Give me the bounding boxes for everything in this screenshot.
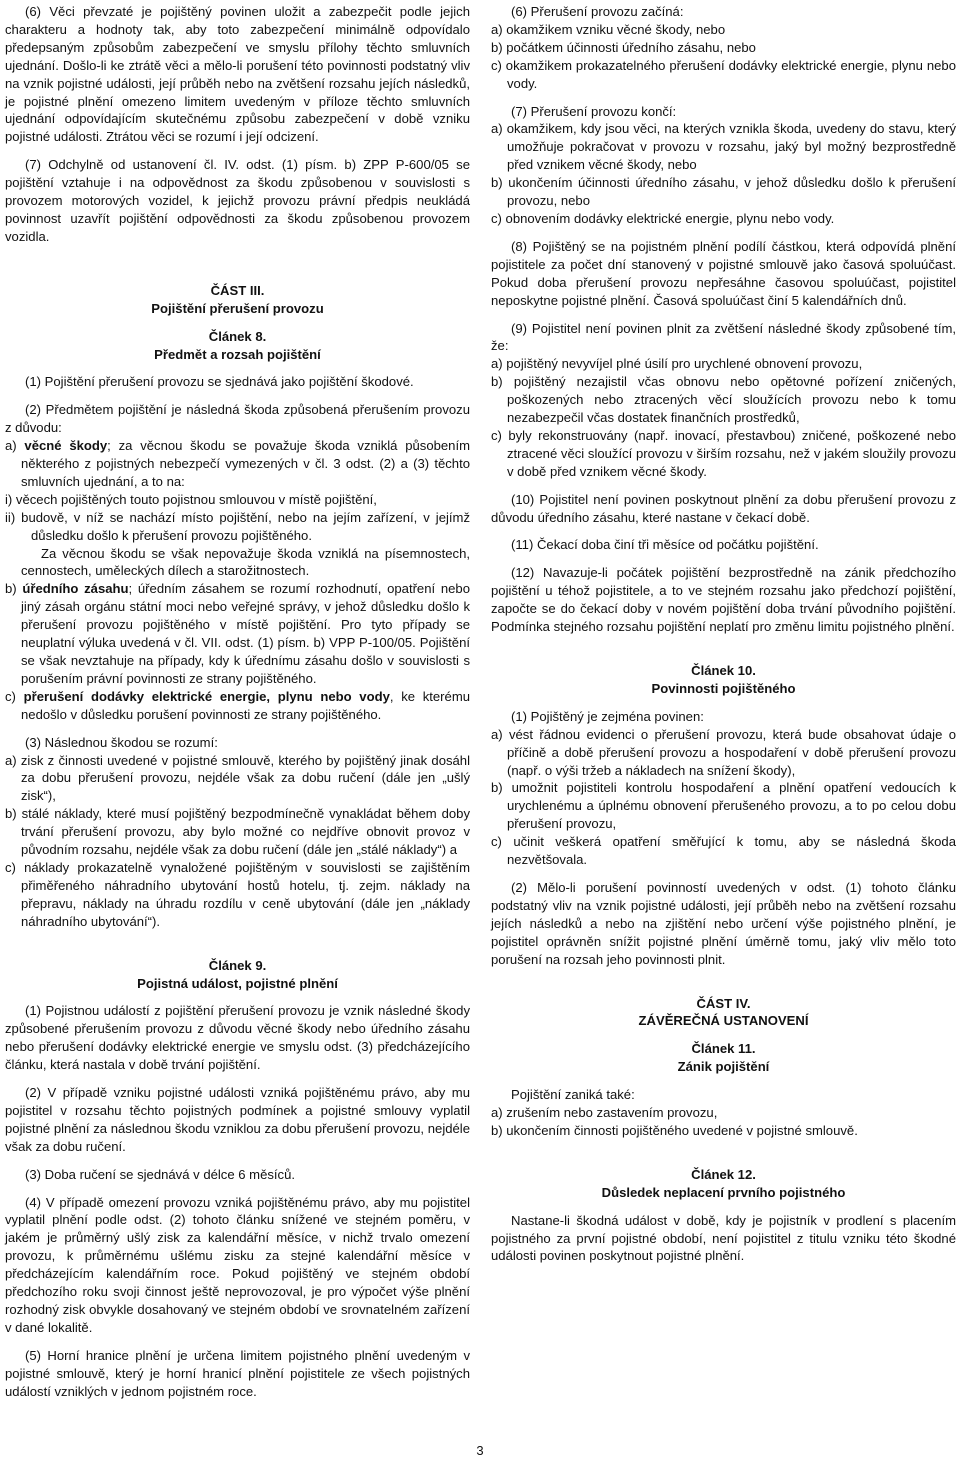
paragraph-8-2a: a) věcné škody; za věcnou škodu se považuje škoda vzniklá působením některého z pojistných nebezpečí vymezených v čl. 3 odst. (2) a (3) těchto smluvních ujednání, a to na: (5, 438, 470, 489)
paragraph-9-11: (11) Čekací doba činí tři měsíce od počátku pojištění. (511, 537, 819, 553)
paragraph-8-2a-ii: ii) budově, v níž se nachází místo pojištění, nebo na jejím zařízení, v jejímž důsledku došlo k přerušení provozu pojištěného. (5, 509, 470, 543)
article-10-subtitle: Povinnosti pojištěného (651, 680, 796, 696)
paragraph-8-3c: c) náklady prokazatelně vynaložené pojištěným v souvislosti se zajištěním přiměřeného náhradního ubytování hostů hotelu, tj. zejm. náklady na přepravu, náklady na úhradu rozdílu v ceně ubytování (dále jen „náklady náhradního ubytování“). (5, 859, 470, 929)
paragraph-9-7: (7) Přerušení provozu končí: (511, 103, 677, 119)
part-4-title: ČÁST IV. (696, 995, 751, 1011)
paragraph-9-7b: b) ukončením účinnosti úředního zásahu, v jehož důsledku došlo k přerušení provozu, nebo (491, 175, 956, 209)
paragraph-9-9a: a) pojištěný nevyvíjel plné úsilí pro urychlené obnovení provozu, (491, 356, 863, 372)
paragraph-9-3: (3) Doba ručení se sjednává v délce 6 měsíců. (25, 1166, 296, 1182)
paragraph-9-2: (2) V případě vzniku pojistné události vzniká pojištěnému právo, aby mu pojistitel v rozsahu těchto pojistných podmínek a pojistné smlouvy vyplatil pojistné plnění za následnou škodu vzniklou za dobu přerušení provozu, nejdéle však za dobu ručení. (5, 1085, 470, 1154)
paragraph-8-2b: b) úředního zásahu; úředním zásahem se rozumí rozhodnutí, opatření nebo jiný zásah orgánu státní moci nebo veřejné správy, v jehož důsledku došlo k přerušení provozu pojištěného v místě pojištění. Pro tyto případy se neuplatní výluka uvedená v čl. VII. odst. (1) písm. b) VPP P-100/05. Pojištění se však nevztahuje na případy, kdy k úřednímu zásahu došlo v souvislosti s porušením právní povinnosti ze strany pojištěného. (5, 581, 470, 686)
paragraph-7-6: (6) Věci převzaté je pojištěný povinen uložit a zabezpečit podle jejich charakteru a hodnoty tak, aby toto zabezpečení minimálně odpovídalo předepsaným způsobům zabezpečení ve smyslu přílohy těchto smluvních ujednání. Došlo-li ke ztrátě věci a mělo-li porušení této povinnosti podstatný vliv na vznik pojistné události, její průběh nebo na zvětšení rozsahu jejích následků, je pojistné plnění omezeno limitem uvedeným v příloze těchto smluvních ujednání odpovídajícím skutečnému způsobu zabezpečení v době vzniku pojistné události. Ztrátou věci se rozumí i její odcizení. (5, 4, 470, 145)
paragraph-11: Pojištění zaniká také: (511, 1087, 635, 1103)
paragraph-8-1: (1) Pojištění přerušení provozu se sjednává jako pojištění škodové. (25, 374, 414, 390)
paragraph-10-1: (1) Pojištěný je zejména povinen: (511, 708, 704, 724)
paragraph-8-3: (3) Následnou škodou se rozumí: (25, 734, 218, 750)
paragraph-9-6b: b) počátkem účinnosti úředního zásahu, nebo (491, 39, 756, 55)
paragraph-11b: b) ukončením činnosti pojištěného uvedené v pojistné smlouvě. (491, 1122, 858, 1138)
paragraph-9-1: (1) Pojistnou událostí z pojištění přerušení provozu je vznik následné škody způsobené přerušením provozu z důvodu věcné škody nebo úředního zásahu nebo přerušení dodávky elektrické energie ve smyslu odst. (3) předcházejícího článku, která nastala v době trvání pojištění. (5, 1003, 470, 1073)
article-10-title: Článek 10. (691, 663, 756, 678)
paragraph-12: Nastane-li škodná událost v době, kdy je pojistník v prodlení s placením pojistného za první pojistné období, není pojistitel z titulu vzniku této škodné události povinen poskytnout pojistné plnění. (491, 1212, 956, 1264)
page-number: 3 (476, 1443, 484, 1458)
article-12-subtitle: Důsledek neplacení prvního pojistného (601, 1184, 846, 1200)
part-4-subtitle: ZÁVĚREČNÁ USTANOVENÍ (638, 1013, 809, 1029)
paragraph-9-6: (6) Přerušení provozu začíná: (511, 4, 684, 19)
paragraph-9-12: (12) Navazuje-li počátek pojištění bezprostředně na zánik předchozího pojištění u téhož pojistitele, a to ve stejném rozsahu jako předchozí pojištění, započte se do čekací doby v novém pojištění doba trvání původního pojištění. Podmínka stejného rozsahu pojištění neplatí pro změnu limitu pojistného plnění. (491, 565, 956, 635)
paragraph-9-5: (5) Horní hranice plnění je určena limitem pojistného plnění uvedeným v pojistné smlouvě, který je horní hranicí plnění pojistitele ze všech pojistných událostí vzniklých v jednom pojistném roce. (5, 1347, 470, 1399)
paragraph-8-2c: c) přerušení dodávky elektrické energie, plynu nebo vody, ke kterému nedošlo v důsledku porušení povinnosti ze strany pojištěného. (5, 688, 471, 722)
article-11-subtitle: Zánik pojištění (677, 1059, 770, 1075)
part-3-title: ČÁST III. (210, 282, 265, 298)
paragraph-9-7c: c) obnovením dodávky elektrické energie, plynu nebo vody. (491, 210, 835, 226)
paragraph-9-6a: a) okamžikem vzniku věcné škody, nebo (491, 21, 726, 37)
paragraph-9-9: (9) Pojistitel není povinen plnit za zvětšení následné škody způsobené tím, že: (491, 320, 956, 354)
part-3-subtitle: Pojištění přerušení provozu (151, 300, 324, 316)
paragraph-7-7: (7) Odchylně od ustanovení čl. IV. odst. (1) písm. b) ZPP P-600/05 se pojištění vztahuje i na odpovědnost za škodu způsobenou v souvislosti s provozem motorových vozidel, k jejichž provozu právní předpis neukládá povinnost uzavřít pojištění odpovědnosti za škodu způsobenou provozem vozidla. (5, 157, 470, 244)
paragraph-8-3b: b) stálé náklady, které musí pojištěný bezpodmínečně vynakládat během doby trvání přerušení provozu, aby bylo možné co nejdříve obnovit provoz v původním rozsahu, nejdéle však za dobu ručení (dále jen „stálé náklady“) a (5, 806, 470, 858)
paragraph-10-1b: b) umožnit pojistiteli kontrolu hospodaření a plnění opatření vedoucích k urychlenému a úplnému obnovení přerušeného provozu, a to po celou dobu přerušení provozu, (491, 780, 956, 832)
paragraph-11a: a) zrušením nebo zastavením provozu, (491, 1105, 718, 1121)
right-column (491, 3, 956, 1265)
paragraph-9-4: (4) V případě omezení provozu vzniká pojištěnému právo, aby mu pojistitel vyplatil plnění podle odst. (2) tohoto článku snížené ve stejném poměru, v jakém je průměrný ušlý zisk za kalendářní měsíce, v nichž trvalo omezení provozu, k průměrnému ušlému zisku za stejné kalendářní měsíce v předcházejícím kalendářním roce. Pokud pojištěný ve stejném období předchozího roku svoji činnost ještě neprovozoval, je pro výpočet výše plnění rozhodný zisk obvykle dosahovaný ve stejném období ve srovnatelném zařízení v dané lokalitě. (5, 1194, 470, 1335)
article-9-subtitle: Pojistná událost, pojistné plnění (137, 975, 338, 991)
paragraph-9-7a: a) okamžikem, kdy jsou věci, na kterých vznikla škoda, uvedeny do stavu, který umožňuje pokračovat v provozu v rozsahu, jaký byl možný bezprostředně před vznikem věcné škody, nebo (491, 121, 956, 173)
paragraph-9-6c: c) okamžikem prokazatelného přerušení dodávky elektrické energie, plynu nebo vody. (491, 57, 956, 91)
paragraph-8-2a-i: i) věcech pojištěných touto pojistnou smlouvou v místě pojištění, (5, 491, 377, 507)
left-column (5, 3, 470, 1401)
article-8-subtitle: Předmět a rozsah pojištění (154, 346, 321, 362)
paragraph-9-8: (8) Pojištěný se na pojistném plnění podílí částkou, která odpovídá plnění pojistitele za počet dní stanovený v pojistné smlouvě jako časová spoluúčast. Pokud doba přerušení provozu nepřesáhne časovou spoluúčast, pojistitel neposkytne pojistné plnění. Časová spoluúčast činí 5 kalendářních dnů. (491, 238, 956, 308)
paragraph-8-3a: a) zisk z činnosti uvedené v pojistné smlouvě, kterého by pojištěný jinak dosáhl za dobu přerušení provozu, nejdéle však za dobu ručení (dále jen „ušlý zisk“), (5, 752, 470, 804)
article-11-title: Článek 11. (691, 1041, 756, 1057)
paragraph-9-10: (10) Pojistitel není povinen poskytnout plnění za dobu přerušení provozu z důvodu úředního zásahu, které nastane v čekací době. (491, 491, 956, 525)
paragraph-10-1a: a) vést řádnou evidenci o přerušení provozu, která bude obsahovat údaje o příčině a době přerušení provozu a hospodaření v době přerušení provozu (např. o výši tržeb a nákladech na snížení škody), (491, 726, 956, 778)
paragraph-9-9c: c) byly rekonstruovány (např. inovací, přestavbou) zničené, poškozené nebo ztracené věci sloužící provozu v širším rozsahu, než v jakém sloužily provozu v době před vznikem věcné škody. (491, 427, 956, 479)
paragraph-8-2: (2) Předmětem pojištění je následná škoda způsobená přerušením provozu z důvodu: (5, 402, 470, 436)
paragraph-9-9b: b) pojištěný nezajistil včas obnovu nebo opětovné pořízení zničených, poškozených nebo ztracených věcí sloužících provozu nebo k tomu nezabezpečil včas dostatek finančních prostředků, (491, 374, 956, 426)
paragraph-8-2a-note: Za věcnou škodu se však nepovažuje škoda vzniklá na písemnostech, cennostech, uměleckých dílech a starožitnostech. (21, 545, 470, 579)
paragraph-10-1c: c) učinit veškerá opatření směřující k tomu, aby se následná škoda nezvětšovala. (491, 834, 956, 868)
paragraph-10-2: (2) Mělo-li porušení povinností uvedených v odst. (1) tohoto článku podstatný vliv na vznik pojistné události, její průběh nebo na zvětšení rozsahu jejích následků a nebo na zjištění nebo určení výše pojistného plnění, je pojistitel oprávněn snížit pojistné plnění úměrně tomu, jaký vliv mělo toto porušení na rozsah jeho povinnosti plnit. (491, 879, 956, 967)
article-8-title: Článek 8. (208, 328, 267, 344)
article-12-title: Článek 12. (691, 1166, 756, 1182)
article-9-title: Článek 9. (208, 957, 267, 973)
